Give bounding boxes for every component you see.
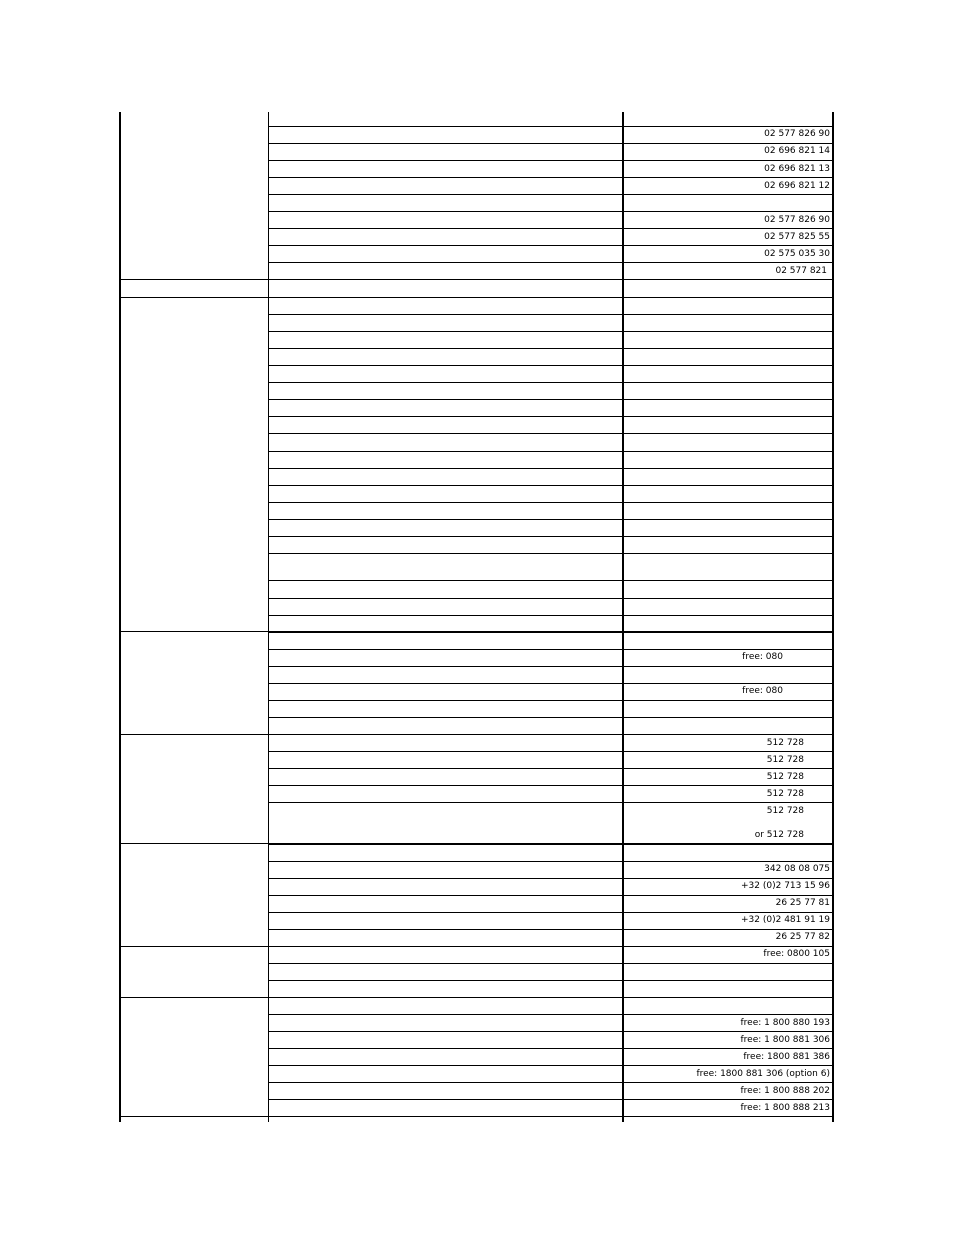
row-rule <box>268 751 834 752</box>
row-rule <box>268 649 834 650</box>
row-rule <box>268 519 834 520</box>
row-rule <box>268 211 834 212</box>
row-rule <box>268 768 834 769</box>
table-left-border <box>119 112 121 1122</box>
row-rule <box>268 314 834 315</box>
row-rule <box>268 802 834 803</box>
phone-number: 02 696 821 14 <box>764 146 830 156</box>
phone-number: 512 728 <box>766 738 804 748</box>
row-rule <box>268 700 834 701</box>
free-number: free: 1 800 888 213 <box>740 1103 830 1113</box>
col-divider-2 <box>622 112 624 1122</box>
row-rule <box>268 980 834 981</box>
row-rule <box>268 683 834 684</box>
phone-number: 02 696 821 13 <box>764 164 830 174</box>
phone-number: +32 (0)2 481 91 19 <box>741 915 830 925</box>
row-rule <box>268 399 834 400</box>
row-rule <box>268 1048 834 1049</box>
row-rule <box>268 1099 834 1100</box>
phone-number: 512 728 <box>766 806 804 816</box>
row-rule <box>268 485 834 486</box>
row-rule <box>268 632 834 633</box>
row-rule <box>268 929 834 930</box>
row-rule <box>268 895 834 896</box>
phone-number: 512 728 <box>766 772 804 782</box>
phone-number: 512 728 <box>766 755 804 765</box>
row-rule <box>268 1065 834 1066</box>
row-rule <box>268 1031 834 1032</box>
phone-number: 02 577 826 90 <box>764 215 830 225</box>
row-rule <box>268 1014 834 1015</box>
table-right-border <box>832 112 834 1122</box>
row-rule <box>268 963 834 964</box>
group-rule <box>119 843 834 844</box>
row-rule <box>268 580 834 581</box>
row-rule <box>268 502 834 503</box>
row-rule <box>268 861 834 862</box>
row-rule <box>268 348 834 349</box>
free-number: free: 1800 881 386 <box>743 1052 830 1062</box>
row-rule <box>268 1082 834 1083</box>
row-rule <box>268 245 834 246</box>
row-rule <box>268 553 834 554</box>
row-rule <box>268 598 834 599</box>
phone-number: or 512 728 <box>754 830 804 840</box>
row-rule <box>268 615 834 616</box>
row-rule <box>268 228 834 229</box>
row-rule <box>268 468 834 469</box>
free-number: free: 1800 881 306 (option 6) <box>696 1069 830 1079</box>
row-rule <box>268 878 834 879</box>
group-rule <box>119 1116 834 1117</box>
phone-number: 512 728 <box>766 789 804 799</box>
row-rule <box>268 416 834 417</box>
row-rule <box>268 912 834 913</box>
row-rule <box>268 143 834 144</box>
group-rule <box>119 279 834 280</box>
group-rule <box>119 734 834 735</box>
phone-number: 02 577 825 55 <box>764 232 830 242</box>
row-rule <box>268 365 834 366</box>
phone-number: 342 08 08 075 <box>764 864 830 874</box>
row-rule <box>268 382 834 383</box>
row-rule <box>268 717 834 718</box>
free-number: free: 1 800 881 306 <box>740 1035 830 1045</box>
row-rule <box>268 160 834 161</box>
free-number: free: 0800 105 <box>763 949 830 959</box>
free-number: free: 080 <box>742 652 783 662</box>
group-rule <box>119 997 834 998</box>
phone-number: +32 (0)2 713 15 96 <box>741 881 830 891</box>
row-rule <box>268 451 834 452</box>
group-rule <box>119 946 834 947</box>
group-rule <box>119 297 834 298</box>
free-number: free: 1 800 880 193 <box>740 1018 830 1028</box>
row-rule <box>268 177 834 178</box>
row-rule <box>268 536 834 537</box>
group-rule <box>119 631 834 632</box>
row-rule <box>268 433 834 434</box>
free-number: free: 080 <box>742 686 783 696</box>
row-rule <box>268 126 834 127</box>
col-divider-1 <box>268 112 269 1122</box>
phone-number: 26 25 77 81 <box>775 898 830 908</box>
phone-number: 02 575 035 30 <box>764 249 830 259</box>
row-rule <box>268 844 834 845</box>
row-rule <box>268 785 834 786</box>
phone-number: 02 577 826 90 <box>764 129 830 139</box>
phone-number: 02 577 821 <box>775 266 827 276</box>
row-rule <box>268 666 834 667</box>
phone-number: 26 25 77 82 <box>775 932 830 942</box>
row-rule <box>268 194 834 195</box>
phone-number: 02 696 821 12 <box>764 181 830 191</box>
row-rule <box>268 331 834 332</box>
free-number: free: 1 800 888 202 <box>740 1086 830 1096</box>
row-rule <box>268 262 834 263</box>
